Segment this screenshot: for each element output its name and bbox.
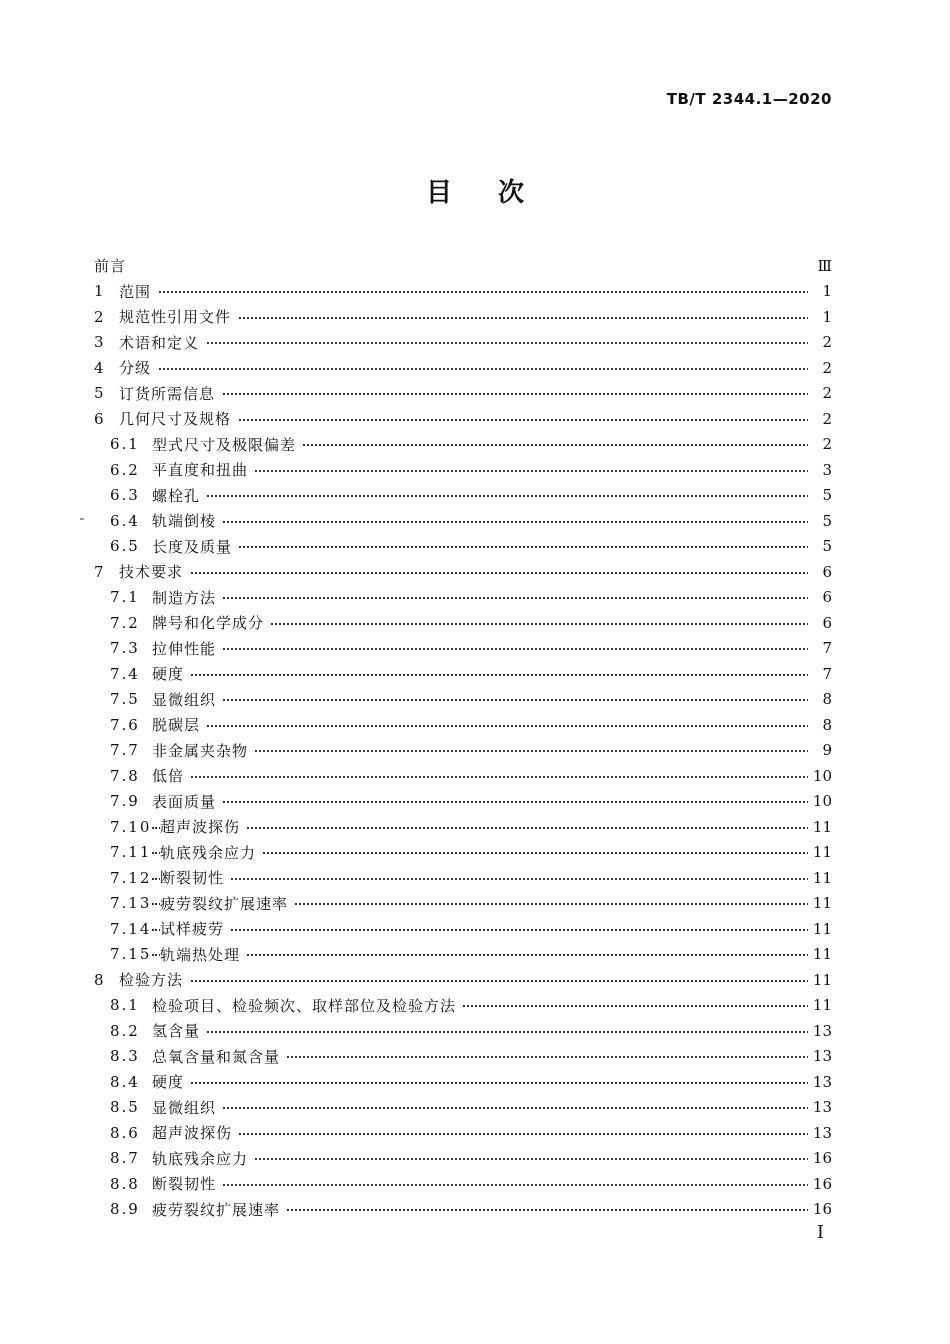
toc-entry-label: 几何尺寸及规格	[119, 408, 237, 429]
toc-entry-page: 2	[808, 384, 832, 402]
toc-entry-number: 8.4	[110, 1072, 140, 1091]
toc-leader-dots	[152, 725, 816, 727]
toc-entry-page: 13	[808, 1098, 832, 1116]
toc-entry-page: 1	[808, 282, 832, 300]
toc-entry[interactable]	[0, 534, 950, 560]
toc-entry-page: 9	[808, 741, 832, 759]
toc-entry-number: 4	[94, 358, 104, 377]
toc-entry-number: 7.15	[110, 945, 152, 964]
toc-entry-label: 断裂韧性	[152, 1173, 222, 1194]
toc-entry-label: 氢含量	[152, 1020, 206, 1041]
toc-entry-page: 11	[808, 869, 832, 887]
toc-entry-label: 检验方法	[119, 969, 189, 990]
toc-leader-dots	[152, 597, 816, 599]
toc-entry-number: 8	[94, 970, 104, 989]
toc-entry-label: 范围	[119, 281, 157, 302]
toc-entry-number: 5	[94, 384, 104, 403]
toc-entry-page: 10	[808, 767, 832, 785]
toc-entry[interactable]	[0, 585, 950, 611]
toc-entry-number: 1	[94, 282, 104, 301]
toc-entry[interactable]	[0, 712, 950, 738]
toc-entry[interactable]	[0, 381, 950, 407]
toc-entry-label: 显微组织	[152, 1097, 222, 1118]
toc-entry[interactable]	[0, 1018, 950, 1044]
toc-entry-number: 7.14	[110, 919, 152, 938]
toc-leader-dots	[120, 572, 816, 574]
toc-entry-number: 7.5	[110, 690, 140, 709]
toc-entry-page: 11	[808, 920, 832, 938]
toc-entry-number: 8.6	[110, 1123, 140, 1142]
toc-entry-number: 7.13	[110, 894, 152, 913]
toc-entry-number: 2	[94, 307, 104, 326]
toc-entry-label: 超声波探伤	[160, 816, 246, 837]
toc-entry[interactable]	[0, 483, 950, 509]
toc-entry-label: 术语和定义	[119, 332, 205, 353]
toc-entry-number: 6.3	[110, 486, 140, 505]
toc-leader-dots	[120, 291, 816, 293]
toc-entry-label: 显微组织	[152, 689, 222, 710]
toc-entry-page: 11	[808, 843, 832, 861]
toc-entry-page: 2	[808, 435, 832, 453]
toc-entry-label: 轨端倒棱	[152, 510, 222, 531]
toc-entry-number: 3	[94, 333, 104, 352]
toc-entry-page: 1	[808, 308, 832, 326]
toc-entry-page: Ⅲ	[808, 257, 832, 275]
toc-entry-number: 7.11	[110, 843, 152, 862]
toc-leader-dots	[152, 521, 816, 523]
toc-entry-label: 试样疲劳	[160, 918, 230, 939]
toc-entry-label: 疲劳裂纹扩展速率	[160, 893, 294, 914]
toc-entry-number: 7.8	[110, 766, 140, 785]
toc-entry[interactable]	[0, 967, 950, 993]
toc-entry[interactable]	[0, 891, 950, 917]
toc-entry-page: 6	[808, 588, 832, 606]
toc-entry-label: 非金属夹杂物	[152, 740, 254, 761]
toc-entry-page: 7	[808, 639, 832, 657]
toc-leader-dots	[152, 878, 816, 880]
toc-entry[interactable]	[0, 1171, 950, 1197]
toc-entry-page: 2	[808, 359, 832, 377]
toc-entry[interactable]	[0, 687, 950, 713]
toc-entry-label: 牌号和化学成分	[152, 612, 270, 633]
toc-entry[interactable]	[0, 406, 950, 432]
toc-entry[interactable]	[0, 1069, 950, 1095]
toc-entry-page: 10	[808, 792, 832, 810]
toc-leader-dots	[152, 546, 816, 548]
toc-entry-number: 6.1	[110, 435, 140, 454]
toc-entry-label: 疲劳裂纹扩展速率	[152, 1199, 286, 1220]
toc-entry-page: 13	[808, 1124, 832, 1142]
toc-entry-number: 7.3	[110, 639, 140, 658]
page-folio: Ⅰ	[816, 1222, 824, 1243]
toc-entry-number: 8.8	[110, 1174, 140, 1193]
toc-entry-page: 11	[808, 945, 832, 963]
toc-entry[interactable]	[0, 1044, 950, 1070]
toc-entry-page: 13	[808, 1022, 832, 1040]
toc-entry-page: 6	[808, 614, 832, 632]
toc-entry-page: 8	[808, 716, 832, 734]
toc-entry-page: 3	[808, 461, 832, 479]
toc-entry-number: 8.5	[110, 1098, 140, 1117]
toc-entry[interactable]	[0, 508, 950, 534]
toc-entry[interactable]	[0, 738, 950, 764]
toc-entry-number: 7.7	[110, 741, 140, 760]
toc-entry-page: 5	[808, 486, 832, 504]
toc-entry-label: 总氧含量和氮含量	[152, 1046, 286, 1067]
toc-entry[interactable]	[0, 1120, 950, 1146]
toc-leader-dots	[152, 1184, 816, 1186]
toc-entry-label: 长度及质量	[152, 536, 238, 557]
toc-entry-label: 轨底残余应力	[152, 1148, 254, 1169]
toc-leader-dots	[152, 1133, 816, 1135]
toc-entry-page: 13	[808, 1047, 832, 1065]
toc-entry[interactable]	[0, 916, 950, 942]
toc-entry-label: 脱碳层	[152, 714, 206, 735]
toc-leader-dots	[152, 674, 816, 676]
toc-entry-page: 11	[808, 996, 832, 1014]
toc-leader-dots	[152, 495, 816, 497]
toc-entry-page: 2	[808, 410, 832, 428]
toc-entry-label: 分级	[119, 357, 157, 378]
toc-leader-dots	[152, 648, 816, 650]
toc-entry[interactable]	[0, 840, 950, 866]
toc-leader-dots	[152, 954, 816, 956]
toc-entry-label: 检验项目、检验频次、取样部位及检验方法	[152, 995, 462, 1016]
toc-entry-number: 8.1	[110, 996, 140, 1015]
toc-entry-number: 8.7	[110, 1149, 140, 1168]
toc-entry-number: 7.9	[110, 792, 140, 811]
toc-leader-dots	[152, 827, 816, 829]
toc-entry[interactable]	[0, 330, 950, 356]
toc-entry-number: 7.12	[110, 868, 152, 887]
toc-entry[interactable]	[0, 304, 950, 330]
toc-entry-label: 技术要求	[119, 561, 189, 582]
toc-entry-label: 订货所需信息	[119, 383, 221, 404]
toc-entry[interactable]	[0, 355, 950, 381]
toc-entry-page: 6	[808, 563, 832, 581]
standard-code: TB/T 2344.1—2020	[666, 90, 832, 108]
toc-leader-dots	[152, 776, 816, 778]
table-of-contents	[0, 253, 950, 1222]
toc-entry[interactable]	[0, 661, 950, 687]
toc-entry[interactable]	[0, 432, 950, 458]
toc-entry-number: 8.3	[110, 1047, 140, 1066]
toc-entry-number: 7.10	[110, 817, 152, 836]
toc-entry-label: 制造方法	[152, 587, 222, 608]
toc-entry-page: 7	[808, 665, 832, 683]
toc-entry[interactable]	[0, 1197, 950, 1223]
toc-leader-dots	[152, 699, 816, 701]
toc-entry-label: 硬度	[152, 1071, 190, 1092]
toc-entry-page: 16	[808, 1175, 832, 1193]
toc-leader-dots	[120, 393, 816, 395]
toc-entry-label: 硬度	[152, 663, 190, 684]
toc-entry-label: 表面质量	[152, 791, 222, 812]
toc-entry-number: 7.1	[110, 588, 140, 607]
scan-speck	[80, 518, 84, 520]
toc-leader-dots	[120, 980, 816, 982]
toc-entry[interactable]	[0, 814, 950, 840]
toc-leader-dots	[152, 1107, 816, 1109]
toc-entry[interactable]	[0, 1095, 950, 1121]
toc-entry-number: 7	[94, 562, 104, 581]
toc-entry-page: 11	[808, 818, 832, 836]
toc-leader-dots	[152, 929, 816, 931]
toc-entry[interactable]	[0, 559, 950, 585]
toc-entry-number: 6.4	[110, 511, 140, 530]
toc-entry-label: 螺栓孔	[152, 485, 206, 506]
toc-entry-page: 11	[808, 894, 832, 912]
toc-leader-dots	[152, 801, 816, 803]
toc-entry[interactable]	[0, 253, 950, 279]
toc-entry[interactable]	[0, 993, 950, 1019]
toc-entry-label: 前言	[94, 255, 132, 276]
toc-entry-page: 16	[808, 1200, 832, 1218]
toc-entry-label: 低倍	[152, 765, 190, 786]
toc-entry-number: 7.4	[110, 664, 140, 683]
toc-entry-page: 11	[808, 971, 832, 989]
toc-entry[interactable]	[0, 865, 950, 891]
toc-entry-number: 8.2	[110, 1021, 140, 1040]
toc-entry[interactable]	[0, 279, 950, 305]
toc-entry-label: 规范性引用文件	[119, 306, 237, 327]
toc-entry[interactable]	[0, 636, 950, 662]
toc-entry-number: 7.2	[110, 613, 140, 632]
toc-entry-label: 拉伸性能	[152, 638, 222, 659]
toc-leader-dots	[120, 368, 816, 370]
toc-entry-label: 断裂韧性	[160, 867, 230, 888]
toc-entry-number: 6	[94, 409, 104, 428]
toc-entry-label: 轨端热处理	[160, 944, 246, 965]
toc-entry-page: 16	[808, 1149, 832, 1167]
toc-entry[interactable]	[0, 1146, 950, 1172]
page-title: 目次	[425, 178, 570, 208]
toc-entry-number: 7.6	[110, 715, 140, 734]
toc-entry-label: 平直度和扭曲	[152, 459, 254, 480]
toc-entry-number: 6.2	[110, 460, 140, 479]
toc-leader-dots	[120, 342, 816, 344]
toc-entry[interactable]	[0, 763, 950, 789]
toc-entry-page: 2	[808, 333, 832, 351]
toc-entry[interactable]	[0, 610, 950, 636]
toc-entry[interactable]	[0, 942, 950, 968]
toc-leader-dots	[152, 1031, 816, 1033]
toc-entry-page: 8	[808, 690, 832, 708]
toc-entry-number: 6.5	[110, 537, 140, 556]
toc-entry[interactable]	[0, 457, 950, 483]
toc-entry-label: 型式尺寸及极限偏差	[152, 434, 302, 455]
toc-entry-page: 5	[808, 537, 832, 555]
toc-entry-page: 5	[808, 512, 832, 530]
toc-entry-number: 8.9	[110, 1200, 140, 1219]
toc-entry-label: 超声波探伤	[152, 1122, 238, 1143]
toc-leader-dots	[152, 1082, 816, 1084]
toc-entry-label: 轨底残余应力	[160, 842, 262, 863]
toc-entry[interactable]	[0, 789, 950, 815]
toc-entry-page: 13	[808, 1073, 832, 1091]
